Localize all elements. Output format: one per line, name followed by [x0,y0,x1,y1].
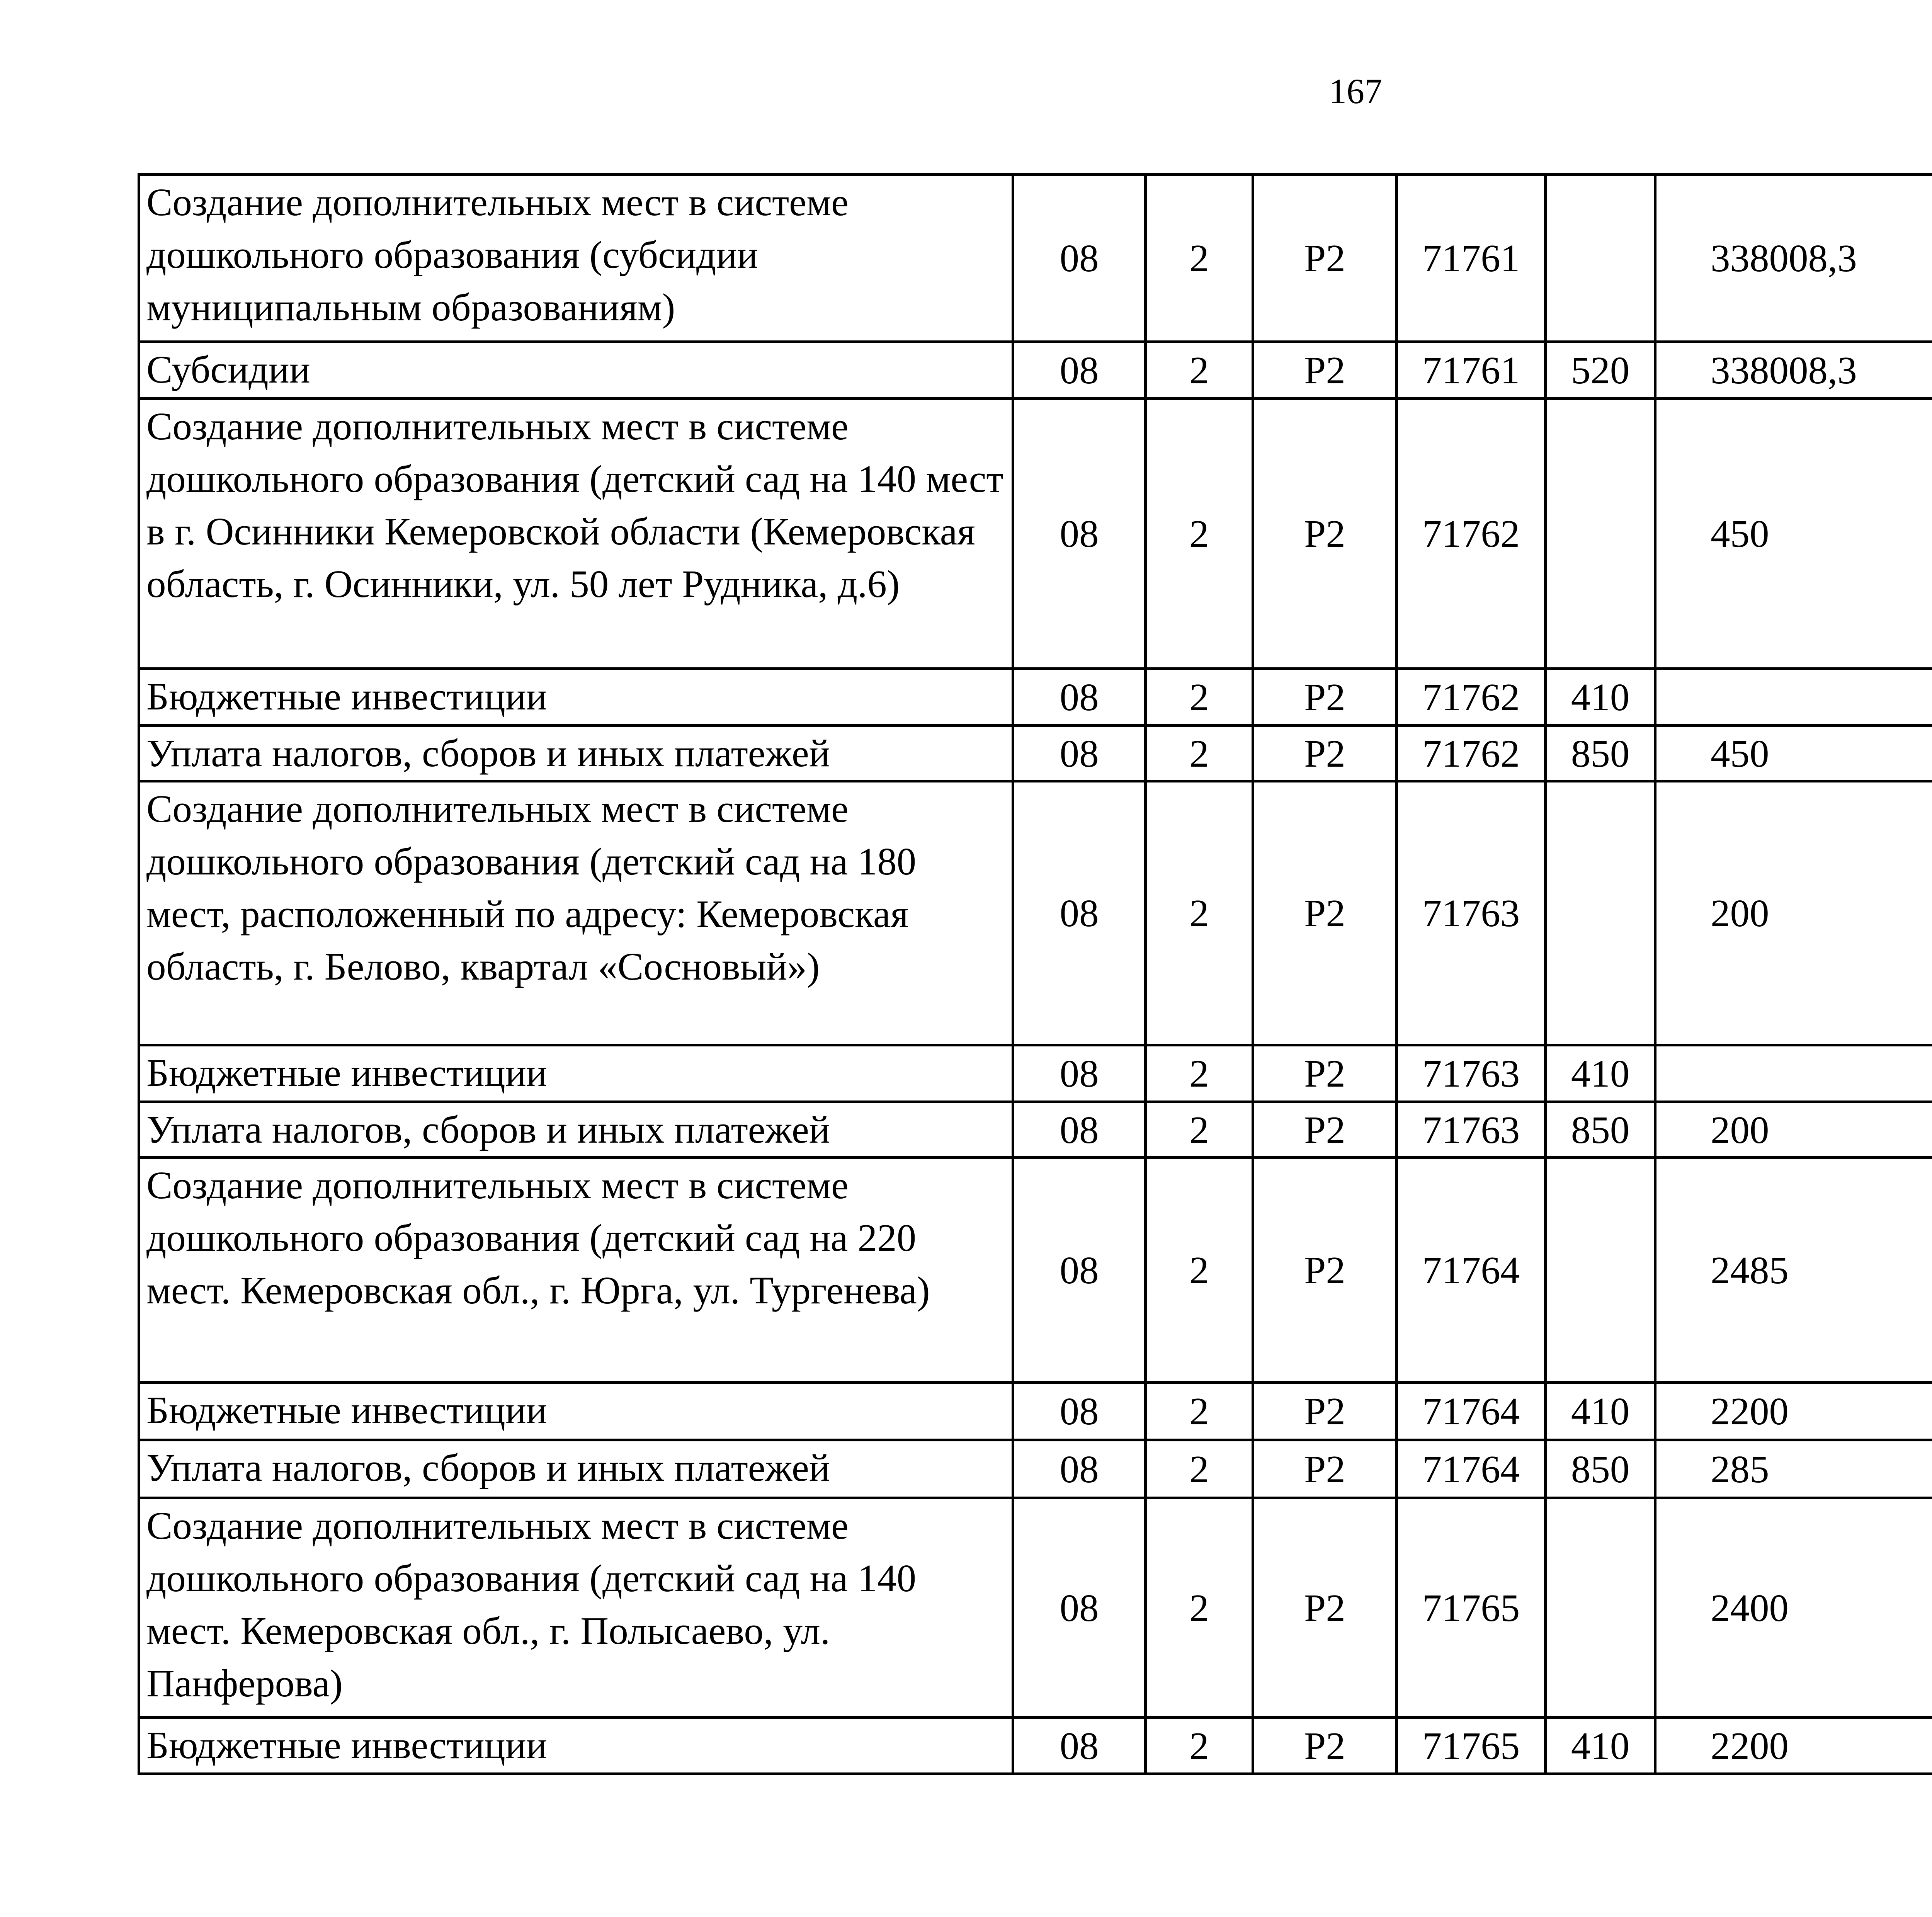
type-cell [1546,1498,1655,1718]
table-row [139,175,1932,342]
type-cell: 520 [1546,342,1655,399]
row-name: Уплата налогов, сборов и иных платежей [139,726,1013,781]
code-cell: 71765 [1397,1718,1546,1774]
program-cell: Р2 [1253,669,1397,726]
subsection-cell: 2 [1146,1383,1253,1440]
type-cell: 850 [1546,1440,1655,1498]
table-row [139,1440,1932,1498]
type-cell [1546,1158,1655,1383]
program-cell: Р2 [1253,342,1397,399]
code-cell: 71762 [1397,399,1546,669]
subsection-cell: 2 [1146,1718,1253,1774]
row-name: Бюджетные инвестиции [139,1383,1013,1440]
row-name: Создание дополнительных мест в системе дошкольного образования (детский сад на 220 мест. Кемеровская обл., г. Юрга, ул. Тургенева) [139,1158,1013,1383]
program-cell: Р2 [1253,1440,1397,1498]
program-cell: Р2 [1253,1102,1397,1158]
row-name: Бюджетные инвестиции [139,1045,1013,1102]
table-row [139,1102,1932,1158]
table-row [139,1718,1932,1774]
table-row [139,399,1932,669]
subsection-cell: 2 [1146,1498,1253,1718]
section-cell: 08 [1013,342,1146,399]
amount-1-cell: 338008,3 [1655,175,1932,342]
section-cell: 08 [1013,1383,1146,1440]
subsection-cell: 2 [1146,1102,1253,1158]
table-row [139,1383,1932,1440]
budget-table [138,173,1932,1775]
table-row [139,1158,1932,1383]
amount-1-cell: 200 [1655,1102,1932,1158]
amount-1-cell: 450 [1655,399,1932,669]
subsection-cell: 2 [1146,726,1253,781]
amount-1-cell: 2200 [1655,1718,1932,1774]
code-cell: 71763 [1397,781,1546,1045]
table-row [139,669,1932,726]
row-name: Субсидии [139,342,1013,399]
code-cell: 71764 [1397,1383,1546,1440]
row-name: Бюджетные инвестиции [139,1718,1013,1774]
section-cell: 08 [1013,1102,1146,1158]
row-name: Создание дополнительных мест в системе дошкольного образования (субсидии муниципальным образованиям) [139,175,1013,342]
row-name: Создание дополнительных мест в системе дошкольного образования (детский сад на 140 мест. Кемеровская обл., г. Полысаево, ул. Панферова) [139,1498,1013,1718]
amount-1-cell: 285 [1655,1440,1932,1498]
section-cell: 08 [1013,1718,1146,1774]
section-cell: 08 [1013,1158,1146,1383]
section-cell: 08 [1013,726,1146,781]
code-cell: 71762 [1397,726,1546,781]
subsection-cell: 2 [1146,1440,1253,1498]
program-cell: Р2 [1253,781,1397,1045]
subsection-cell: 2 [1146,1045,1253,1102]
type-cell [1546,781,1655,1045]
section-cell: 08 [1013,1045,1146,1102]
type-cell: 410 [1546,1718,1655,1774]
subsection-cell: 2 [1146,399,1253,669]
section-cell: 08 [1013,781,1146,1045]
program-cell: Р2 [1253,1498,1397,1718]
code-cell: 71763 [1397,1045,1546,1102]
program-cell: Р2 [1253,1718,1397,1774]
program-cell: Р2 [1253,399,1397,669]
type-cell: 850 [1546,726,1655,781]
amount-1-cell: 2485 [1655,1158,1932,1383]
section-cell: 08 [1013,669,1146,726]
code-cell: 71761 [1397,342,1546,399]
code-cell: 71765 [1397,1498,1546,1718]
amount-1-cell: 450 [1655,726,1932,781]
row-name: Создание дополнительных мест в системе дошкольного образования (детский сад на 140 мест в г. Осинники Кемеровской области (Кемеровская область, г. Осинники, ул. 50 лет Рудника, д.6) [139,399,1013,669]
table-row [139,781,1932,1045]
type-cell [1546,175,1655,342]
subsection-cell: 2 [1146,342,1253,399]
amount-1-cell [1655,669,1932,726]
code-cell: 71764 [1397,1158,1546,1383]
row-name: Уплата налогов, сборов и иных платежей [139,1440,1013,1498]
amount-1-cell: 338008,3 [1655,342,1932,399]
code-cell: 71764 [1397,1440,1546,1498]
program-cell: Р2 [1253,1045,1397,1102]
type-cell [1546,399,1655,669]
row-name: Бюджетные инвестиции [139,669,1013,726]
program-cell: Р2 [1253,1383,1397,1440]
type-cell: 850 [1546,1102,1655,1158]
section-cell: 08 [1013,1440,1146,1498]
row-name: Создание дополнительных мест в системе дошкольного образования (детский сад на 180 мест, расположенный по адресу: Кемеровская область, г. Белово, квартал «Сосновый») [139,781,1013,1045]
subsection-cell: 2 [1146,1158,1253,1383]
section-cell: 08 [1013,175,1146,342]
type-cell: 410 [1546,669,1655,726]
program-cell: Р2 [1253,726,1397,781]
type-cell: 410 [1546,1045,1655,1102]
table-row [139,342,1932,399]
amount-1-cell [1655,1045,1932,1102]
code-cell: 71763 [1397,1102,1546,1158]
row-name: Уплата налогов, сборов и иных платежей [139,1102,1013,1158]
table-row [139,726,1932,781]
table-row [139,1498,1932,1718]
section-cell: 08 [1013,1498,1146,1718]
subsection-cell: 2 [1146,669,1253,726]
code-cell: 71762 [1397,669,1546,726]
section-cell: 08 [1013,399,1146,669]
code-cell: 71761 [1397,175,1546,342]
program-cell: Р2 [1253,175,1397,342]
amount-1-cell: 200 [1655,781,1932,1045]
subsection-cell: 2 [1146,781,1253,1045]
table-row [139,1045,1932,1102]
program-cell: Р2 [1253,1158,1397,1383]
page-number: 167 [1329,71,1382,111]
subsection-cell: 2 [1146,175,1253,342]
amount-1-cell: 2400 [1655,1498,1932,1718]
type-cell: 410 [1546,1383,1655,1440]
amount-1-cell: 2200 [1655,1383,1932,1440]
